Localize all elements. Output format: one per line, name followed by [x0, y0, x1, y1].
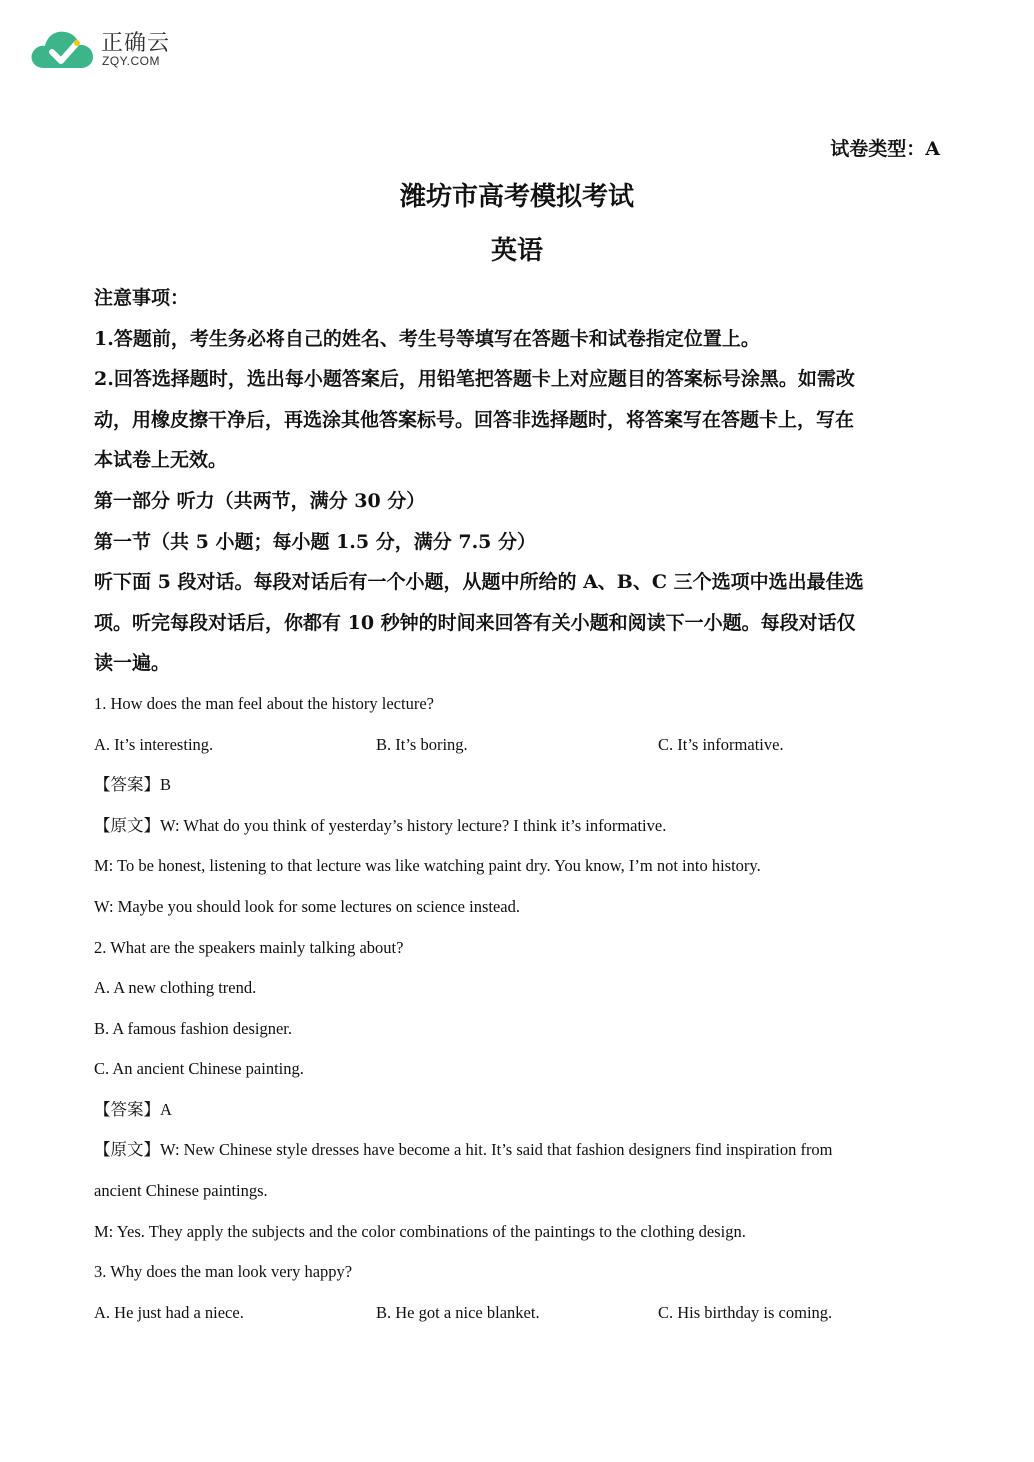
logo-subtext: ZQY.COM: [102, 54, 160, 68]
q2-option-b: B. A famous fashion designer.: [94, 1018, 292, 1038]
q1-option-b: B. It’s boring.: [376, 734, 468, 754]
q2-answer: 【答案】A: [94, 1099, 172, 1119]
q1-answer: 【答案】B: [94, 775, 172, 795]
q2-script-line-1-cont: ancient Chinese paintings.: [94, 1181, 268, 1201]
q1-script-line-2: M: To be honest, listening to that lecture was like watching paint dry. You know, I’m not into history.: [94, 856, 761, 876]
notes-heading: 注意事项：: [94, 287, 190, 309]
part-1-heading: 第一部分 听力（共两节，满分 30 分）: [94, 489, 426, 512]
q3-question: 3. Why does the man look very happy?: [94, 1262, 353, 1282]
note-item-2-line-3: 本试卷上无效。: [94, 449, 228, 472]
accent-dot-icon: [74, 40, 80, 46]
q1-options: [94, 725, 940, 766]
q2-script-line-1: 【原文】W: New Chinese style dresses have become a hit. It’s said that fashion designers find inspiration from: [94, 1140, 833, 1160]
section-1-heading: 第一节（共 5 小题；每小题 1.5 分，满分 7.5 分）: [94, 530, 537, 553]
q2-option-c: C. An ancient Chinese painting.: [94, 1059, 304, 1079]
q3-option-c: C. His birthday is coming.: [658, 1302, 833, 1322]
note-item-2-line-1: 2.回答选择题时，选出每小题答案后，用铅笔把答题卡上对应题目的答案标号涂黑。如需改: [94, 368, 855, 391]
q1-option-c: C. It’s informative.: [658, 734, 784, 754]
q3-option-a: A. He just had a niece.: [94, 1302, 244, 1322]
instructions-line-1: 听下面 5 段对话。每段对话后有一个小题，从题中所给的 A、B、C 三个选项中选出最佳选: [94, 571, 864, 594]
note-item-2-line-2: 动，用橡皮擦干净后，再选涂其他答案标号。回答非选择题时，将答案写在答题卡上，写在: [94, 408, 855, 431]
q3-option-b: B. He got a nice blanket.: [376, 1302, 540, 1322]
q1-option-a: A. It’s interesting.: [94, 734, 214, 754]
q2-question: 2. What are the speakers mainly talking about?: [94, 937, 404, 957]
subject-title: 英语: [490, 236, 543, 266]
q1-script-line-1: 【原文】W: What do you think of yesterday’s history lecture? I think it’s informative.: [94, 815, 667, 835]
instructions-line-3: 读一遍。: [94, 652, 171, 675]
q3-options: [94, 1293, 940, 1334]
q2-option-a: A. A new clothing trend.: [94, 978, 257, 998]
logo-text: 正确云: [101, 31, 171, 56]
exam-title: 潍坊市高考模拟考试: [399, 182, 634, 212]
q1-script-line-3: W: Maybe you should look for some lectures on science instead.: [94, 896, 520, 916]
q2-script-line-2: M: Yes. They apply the subjects and the color combinations of the paintings to the clothing design.: [94, 1221, 746, 1241]
paper-type: 试卷类型：A: [830, 138, 940, 160]
exam-content: [94, 278, 940, 1333]
note-item-1: 1.答题前，考生务必将自己的姓名、考生号等填写在答题卡和试卷指定位置上。: [94, 327, 760, 350]
instructions-line-2: 项。听完每段对话后，你都有 10 秒钟的时间来回答有关小题和阅读下一小题。每段对话仅: [94, 611, 856, 634]
q1-question: 1. How does the man feel about the history lecture?: [94, 693, 434, 713]
